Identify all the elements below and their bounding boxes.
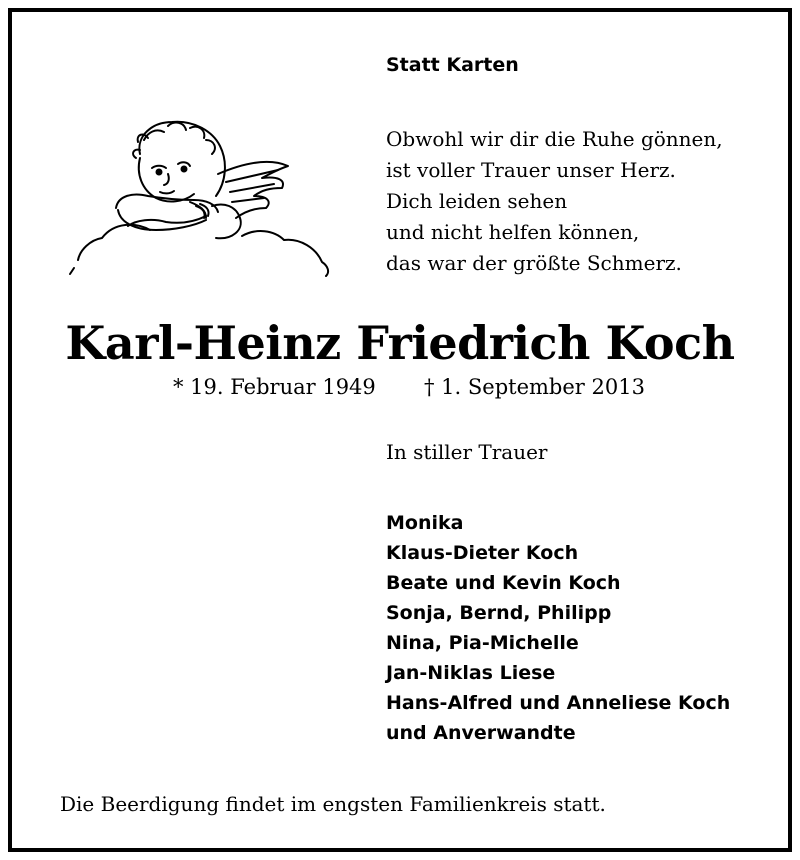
family-list	[386, 508, 730, 748]
obituary-notice	[8, 8, 792, 852]
family-member: Jan-Niklas Liese	[386, 662, 556, 684]
birth-date: * 19. Februar 1949	[173, 375, 376, 399]
poem-line: Dich leiden sehen	[386, 189, 568, 213]
mourning-line: In stiller Trauer	[386, 440, 548, 464]
poem-line: das war der größte Schmerz.	[386, 251, 682, 275]
family-member: Monika	[386, 512, 464, 534]
poem-line: und nicht helfen können,	[386, 220, 640, 244]
funeral-note: Die Beerdigung findet im engsten Familienkreis statt.	[60, 792, 606, 816]
family-member: Hans-Alfred und Anneliese Koch	[386, 692, 731, 714]
family-member: Klaus-Dieter Koch	[386, 542, 579, 564]
statt-karten-heading: Statt Karten	[386, 54, 519, 76]
poem	[386, 124, 723, 279]
family-member: und Anverwandte	[386, 722, 576, 744]
poem-line: ist voller Trauer unser Herz.	[386, 158, 676, 182]
family-member: Nina, Pia-Michelle	[386, 632, 579, 654]
family-member: Beate und Kevin Koch	[386, 572, 621, 594]
family-member: Sonja, Bernd, Philipp	[386, 602, 612, 624]
deceased-name: Karl-Heinz Friedrich Koch	[65, 316, 735, 370]
death-date: † 1. September 2013	[424, 375, 645, 399]
cherub-angel-icon	[56, 110, 336, 278]
poem-line: Obwohl wir dir die Ruhe gönnen,	[386, 127, 723, 151]
